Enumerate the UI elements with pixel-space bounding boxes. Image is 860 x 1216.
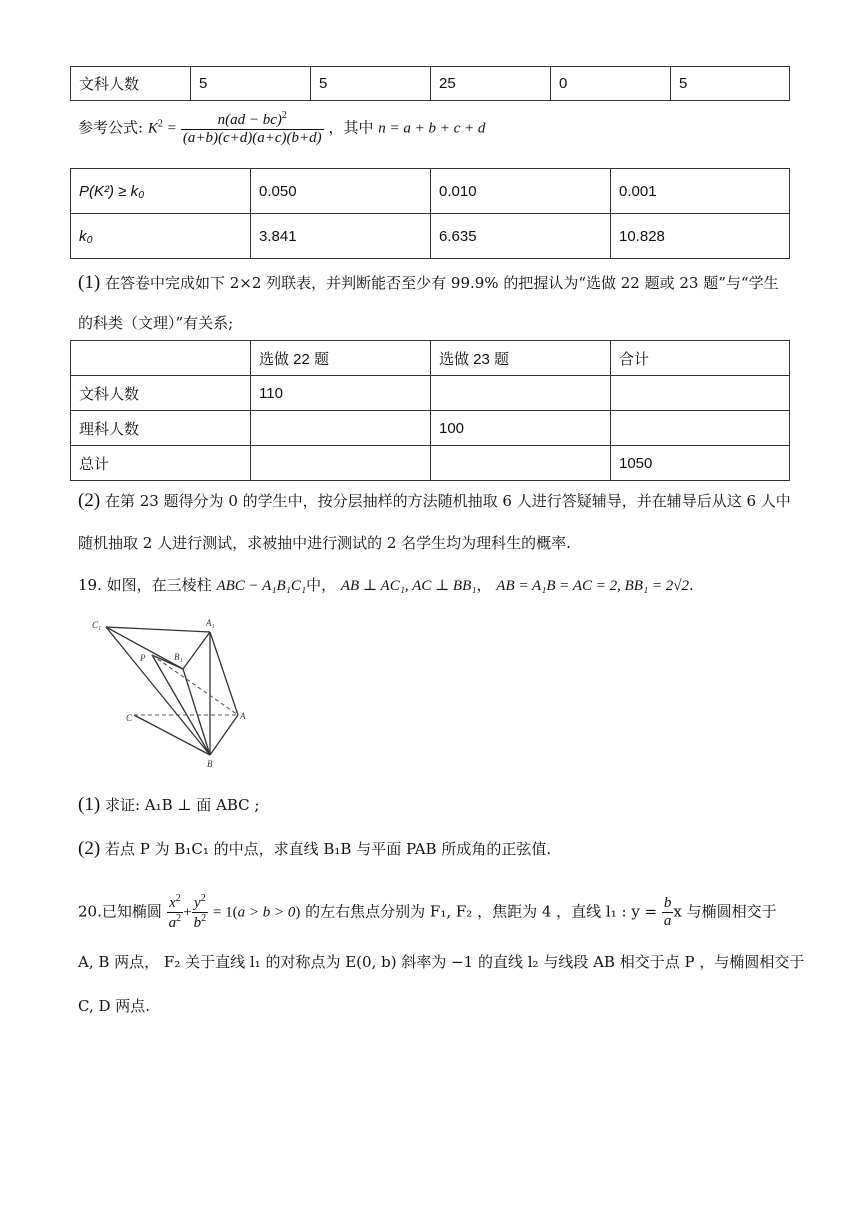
q20-line1: 20.已知椭圆 $\frac{x^2}{a^2}$ + $\frac{y^2}{b^2}$ = 1(a > b > 0) 的左右焦点分别为 F₁, F₂ ，焦距为 4 ，直线 l₁ : y = $\frac{b}{a}$ x 与椭圆相交于 xyxy=(78,893,777,931)
separator: ， xyxy=(476,576,492,594)
table-cell xyxy=(71,341,251,376)
table-row xyxy=(71,411,790,446)
label-b: B xyxy=(207,759,213,769)
formula-numerator: n(ad − bc) xyxy=(217,112,282,128)
top-table xyxy=(70,66,790,101)
condition-1: AB ⊥ AC₁, AC ⊥ BB₁ xyxy=(340,578,477,594)
table-cell: 110 xyxy=(251,376,431,411)
period: . xyxy=(689,576,694,594)
formula-denominator: (a+b)(c+d)(a+c)(b+d) xyxy=(182,130,322,146)
table-cell xyxy=(251,411,431,446)
question-text: C, D 两点. xyxy=(78,997,151,1015)
table-cell: k₀ xyxy=(71,214,251,259)
edge-b1-b xyxy=(183,669,210,755)
question-text: 的科类（文理）”有关系; xyxy=(78,314,234,332)
table-cell: 文科人数 xyxy=(71,67,191,101)
label-p: P xyxy=(140,653,146,663)
table-cell: 合计 xyxy=(611,341,790,376)
table-cell xyxy=(611,411,790,446)
table-cell: 0.001 xyxy=(611,169,790,214)
table-cell: 10.828 xyxy=(611,214,790,259)
edge-b1-a1 xyxy=(183,632,210,669)
contingency-table xyxy=(70,340,790,481)
question-text: 若点 P 为 B₁C₁ 的中点，求直线 B₁B 与平面 PAB 所成角的正弦值. xyxy=(104,840,552,858)
table-cell: 5 xyxy=(191,67,311,101)
table-cell: 25 xyxy=(431,67,551,101)
table-cell: 5 xyxy=(671,67,790,101)
ellipse-term-y: $\frac{y^2}{b^2}$ xyxy=(193,893,207,931)
table-cell: 理科人数 xyxy=(71,411,251,446)
formula-lhs: K xyxy=(147,120,158,137)
table-cell xyxy=(431,446,611,481)
formula-n-def: n = a + b + c + d xyxy=(378,120,486,137)
prism-name: ABC − A₁B₁C₁ xyxy=(216,578,307,594)
question-number: 20. xyxy=(78,902,102,921)
part-number: (2) xyxy=(78,838,101,859)
question-text: 中， xyxy=(306,576,337,594)
part-number: (2) xyxy=(78,490,101,511)
question-text: 求证: A₁B ⊥ 面 ABC ; xyxy=(104,796,260,814)
table-cell: 6.635 xyxy=(431,214,611,259)
edge-c1-b xyxy=(106,627,210,755)
label-a1: A₁ xyxy=(206,618,215,628)
question-text: A, B 两点， F₂ 关于直线 l₁ 的对称点为 E(0, b) 斜率为 −1 的直线 l₂ 与线段 AB 相交于点 P ，与椭圆相交于 xyxy=(78,953,805,971)
question-text: 的左右焦点分别为 F₁, F₂ ，焦距为 4 ，直线 l₁ : y = xyxy=(305,902,658,921)
prism-edges xyxy=(106,627,238,755)
question-text: x 与椭圆相交于 xyxy=(673,902,777,921)
table-cell xyxy=(251,446,431,481)
q19-stem xyxy=(78,574,694,595)
edge-a-b xyxy=(210,715,238,755)
table-row xyxy=(71,169,790,214)
table-cell xyxy=(611,376,790,411)
reference-formula: 参考公式: $K^2$ = $\frac{n(ad - bc)^2}{(a+b)(c+d)(a+c)(b+d)}$ ，其中 n = a + b + c + d xyxy=(78,110,486,146)
table-row xyxy=(71,67,790,101)
table-cell xyxy=(431,376,611,411)
critical-value-table xyxy=(70,168,790,259)
table-cell: 0 xyxy=(551,67,671,101)
condition-2: AB = A₁B = AC = 2, BB₁ = 2√2 xyxy=(496,578,690,594)
q18-part2-line1 xyxy=(78,490,791,512)
table-row xyxy=(71,341,790,376)
edge-c1-a1 xyxy=(106,627,210,632)
formula-fraction: $\frac{n(ad - bc)^2}{(a+b)(c+d)(a+c)(b+d)}$ xyxy=(182,110,322,146)
table-cell: 0.010 xyxy=(431,169,611,214)
table-row xyxy=(71,446,790,481)
formula-prefix: 参考公式: xyxy=(78,118,144,137)
label-b1: B₁ xyxy=(174,652,183,662)
q20-line3 xyxy=(78,995,150,1016)
question-text: 在答卷中完成如下 2×2 列联表，并判断能否至少有 99.9% 的把握认为“选做 22 题或 23 题”与“学生 xyxy=(104,274,779,292)
table-cell: 5 xyxy=(311,67,431,101)
q19-part1 xyxy=(78,794,259,816)
edge-a1-a xyxy=(210,632,238,715)
prism-figure xyxy=(90,612,255,772)
question-text: 在第 23 题得分为 0 的学生中，按分层抽样的方法随机抽取 6 人进行答疑辅导，并在辅导后从这 6 人中 xyxy=(104,492,791,510)
table-cell: 3.841 xyxy=(251,214,431,259)
question-text: 如图，在三棱柱 xyxy=(106,576,212,594)
table-row xyxy=(71,376,790,411)
table-cell: P(K²) ≥ k₀ xyxy=(71,169,251,214)
table-cell: 1050 xyxy=(611,446,790,481)
table-row xyxy=(71,214,790,259)
table-cell: 0.050 xyxy=(251,169,431,214)
label-a: A xyxy=(240,711,246,721)
formula-suffix: ，其中 xyxy=(328,118,374,137)
question-text: 随机抽取 2 人进行测试，求被抽中进行测试的 2 名学生均为理科生的概率. xyxy=(78,534,571,552)
question-number: 19. xyxy=(78,576,102,594)
table-cell: 文科人数 xyxy=(71,376,251,411)
q18-part2-line2 xyxy=(78,532,571,553)
table-cell: 总计 xyxy=(71,446,251,481)
part-number: (1) xyxy=(78,272,101,293)
label-c1: C₁ xyxy=(92,620,102,630)
label-c: C xyxy=(126,713,133,723)
q19-part2 xyxy=(78,838,551,860)
table-cell: 选做 23 题 xyxy=(431,341,611,376)
table-cell: 100 xyxy=(431,411,611,446)
q18-part1-line2 xyxy=(78,312,233,333)
q20-line2 xyxy=(78,951,804,972)
q18-part1-line1 xyxy=(78,272,779,294)
slope-fraction: $\frac{b}{a}$ xyxy=(663,895,672,929)
part-number: (1) xyxy=(78,794,101,815)
question-text: 已知椭圆 xyxy=(101,902,162,921)
table-cell: 选做 22 题 xyxy=(251,341,431,376)
ellipse-term-x: $\frac{x^2}{a^2}$ xyxy=(168,893,182,931)
